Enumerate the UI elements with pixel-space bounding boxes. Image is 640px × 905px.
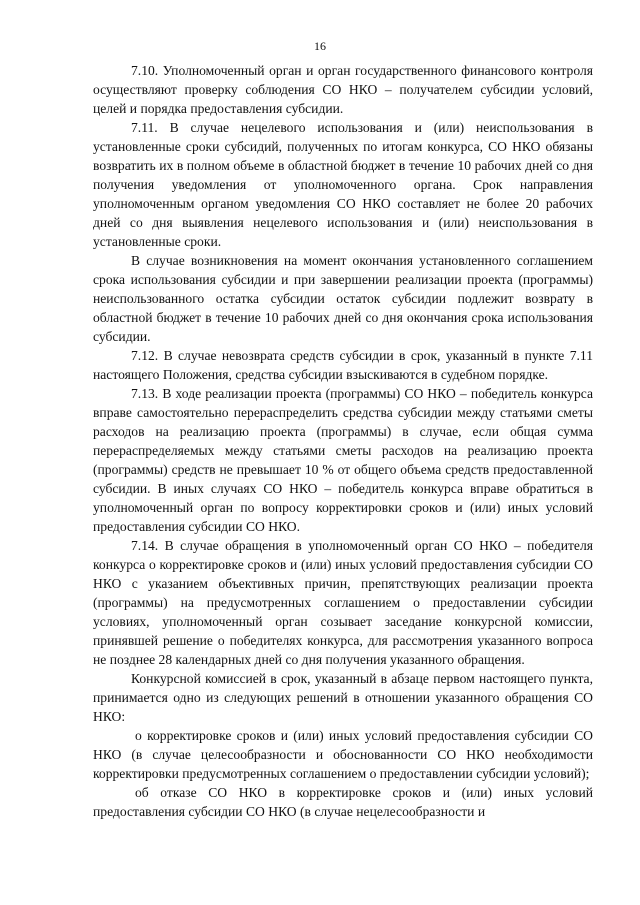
decision-item-adjust: о корректировке сроков и (или) иных условий предоставления субсидии СО НКО (в случае целесообразности и обоснованности СО НКО необходимости корректировки предусмотренных соглашением о предоставлении субсидии условий); (93, 728, 593, 781)
paragraph-7-12: 7.12. В случае невозврата средств субсидии в срок, указанный в пункте 7.11 настоящего Положения, средства субсидии взыскиваются в судебном порядке. (93, 348, 593, 382)
paragraph-7-10: 7.10. Уполномоченный орган и орган государственного финансового контроля осуществляют проверку соблюдения СО НКО – получателем субсидии условий, целей и порядка предоставления субсидии. (93, 63, 593, 116)
document-body (93, 61, 593, 821)
page-number: 16 (314, 39, 326, 53)
paragraph-7-14: 7.14. В случае обращения в уполномоченный орган СО НКО – победителя конкурса о корректировке сроков и (или) иных условий предоставления субсидии СО НКО с указанием объективных причин, препятствующих реализации проекта (программы) на предусмотренных соглашением о предоставлении субсидии условиях, уполномоченный орган созывает заседание конкурсной комиссии, принявшей решение о победителях конкурса, для рассмотрения указанного вопроса не позднее 28 календарных дней со дня получения указанного обращения. (93, 538, 593, 667)
paragraph-7-11-unused-remainder: В случае возникновения на момент окончания установленного соглашением срока использования субсидии и при завершении реализации проекта (программы) неиспользованного остатка субсидии остаток субсидии подлежит возврату в областной бюджет в течение 10 рабочих дней со дня окончания срока использования субсидии. (93, 253, 593, 344)
paragraph-7-13: 7.13. В ходе реализации проекта (программы) СО НКО – победитель конкурса вправе самостоятельно перераспределить средства субсидии между статьями сметы расходов на реализацию проекта (программы) в случае, если общая сумма перераспределяемых между статьями сметы расходов на реализацию проекта (программы) средств не превышает 10 % от общего объема средств предоставленной субсидии. В иных случаях СО НКО – победитель конкурса вправе обратиться в уполномоченный орган по вопросу корректировки сроков и (или) иных условий предоставления субсидии СО НКО. (93, 386, 593, 534)
paragraph-7-11: 7.11. В случае нецелевого использования и (или) неиспользования в установленные сроки субсидий, полученных по итогам конкурса, СО НКО обязаны возвратить их в полном объеме в областной бюджет в течение 10 рабочих дней со дня получения уведомления от уполномоченного органа. Срок направления уполномоченным органом уведомления СО НКО составляет не более 20 рабочих дней со дня выявления нецелевого использования и (или) неиспользования в установленные сроки. (93, 120, 593, 249)
decision-item-refuse: об отказе СО НКО в корректировке сроков и (или) иных условий предоставления субсидии СО НКО (в случае нецелесообразности и (93, 785, 593, 819)
paragraph-commission-decisions: Конкурсной комиссией в срок, указанный в абзаце первом настоящего пункта, принимается одно из следующих решений в отношении указанного обращения СО НКО: (93, 671, 593, 724)
